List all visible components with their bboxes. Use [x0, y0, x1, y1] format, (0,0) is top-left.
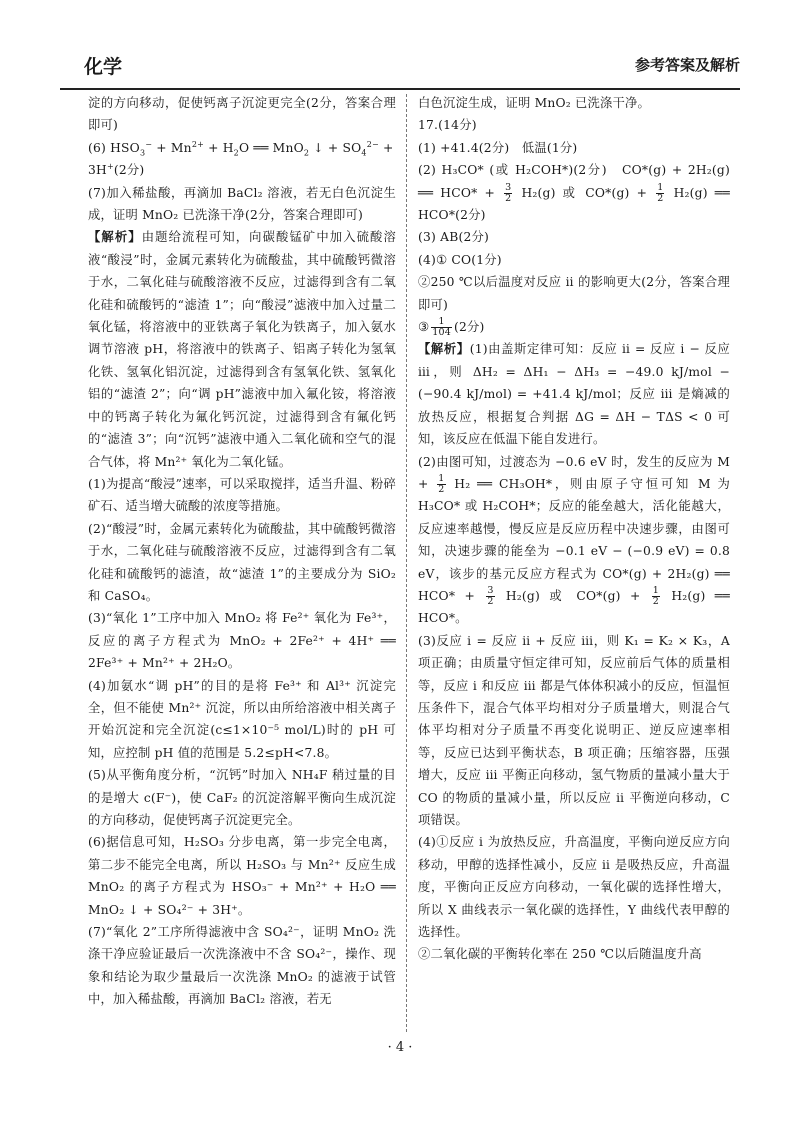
analysis-3: (3)“氧化 1”工序中加入 MnO₂ 将 Fe²⁺ 氧化为 Fe³⁺，反应的离子方程式为 MnO₂ + 2Fe²⁺ + 4H⁺ ══ 2Fe³⁺ + Mn²⁺ + 2H₂O。: [88, 611, 396, 671]
analysis-17-1: 【解析】(1)由盖斯定律可知：反应 ⅱ = 反应 ⅰ − 反应 ⅲ，则 ΔH₂ = ΔH₁ − ΔH₃ = −49.0 kJ/mol − (−90.4 kJ/mol) = +41.4 kJ/mol；反应 ⅲ 是熵减的放热反应，根据复合判据 ΔG = ΔH − TΔS < 0 可知，该反应在低温下能自发进行。: [418, 341, 730, 447]
analysis-6: (6)据信息可知，H₂SO₃ 分步电离，第一步完全电离，第二步不能完全电离，所以 H₂SO₃ 与 Mn²⁺ 反应生成 MnO₂ 的离子方程式为 HSO₃⁻ + Mn²⁺ + H₂O ══ MnO₂ ↓ + SO₄²⁻ + 3H⁺。: [88, 835, 396, 917]
answer-17-4-3: ③ $\frac{1}{104}$ (2分): [418, 316, 485, 339]
analysis-7: (7)“氧化 2”工序所得滤液中含 SO₄²⁻，证明 MnO₂ 洗涤干净应验证最后一次洗涤液中不含 SO₄²⁻，操作、现象和结论为取少量最后一次洗涤 MnO₂ 的滤液于试管中，加入稀盐酸，再滴加 BaCl₂ 溶液，若无: [88, 925, 396, 1007]
fraction-3-2: $\frac{3}{2}$: [505, 181, 512, 204]
fraction-3-2-b: $\frac{3}{2}$: [487, 584, 494, 607]
answer-17-1: (1) +41.4(2分) 低温(1分): [418, 140, 578, 155]
analysis-label: 【解析】: [88, 229, 142, 245]
analysis-4: (4)加氨水“调 pH”的目的是将 Fe³⁺ 和 Al³⁺ 沉淀完全，但不能使 Mn²⁺ 沉淀，所以由所给溶液中相关离子开始沉淀和完全沉淀(c≤1×10⁻⁵ mol/L)时的 pH 可知，应控制 pH 值的范围是 5.2≤pH<7.8。: [88, 678, 396, 760]
answer-17-4-1: (4)① CO(1分): [418, 252, 502, 267]
analysis-5: (5)从平衡角度分析，“沉钙”时加入 NH₄F 稍过量的目的是增大 c(F⁻)，使 CaF₂ 的沉淀溶解平衡向生成沉淀的方向移动，促使钙离子沉淀更完全。: [88, 768, 396, 827]
analysis-17-2: (2)由图可知，过渡态为 −0.6 eV 时，发生的反应为 M + $\frac{1}{2}$ H₂ ══ CH₃OH*，则由原子守恒可知 M 为 H₃CO* 或 H₂COH*；反应的能垒越大，活化能越大，反应速率越慢，慢反应是反应历程中决速步骤，由图可知，决速步骤的能垒为 −0.1 eV − (−0.9 eV) = 0.8 eV，该步的基元反应方程式为 CO*(g) + 2H₂(g) ══ HCO* + $\frac{3}{2}$ H₂(g) 或 CO*(g) + $\frac{1}{2}$ H₂(g) ══ HCO*。: [418, 454, 730, 626]
analysis-2: (2)“酸浸”时，金属元素转化为硫酸盐，其中硫酸钙微溶于水，二氧化硅与硫酸溶液不反应，过滤得到含有二氧化硅和硫酸钙的滤渣，故“滤渣 1”的主要成分为 SiO₂ 和 CaSO₄。: [88, 521, 396, 603]
subject-title: 化学: [84, 56, 123, 78]
fraction-1-2: $\frac{1}{2}$: [657, 181, 664, 204]
analysis-paragraph: 【解析】由题给流程可知，向碳酸锰矿中加入硫酸溶液“酸浸”时，金属元素转化为硫酸盐，其中硫酸钙微溶于水，二氧化硅与硫酸溶液不反应，过滤得到含有二氧化硅和硫酸钙的“滤渣 1”；向“酸浸”滤液中加入过量二氧化锰，将溶液中的亚铁离子氧化为铁离子，加入氨水调节溶液 pH，将溶液中的铁离子、铝离子转化为氢氧化铁、氢氧化铝沉淀，过滤得到含有氢氧化铁、氢氧化铝的“滤渣 2”；向“调 pH”滤液中加入氟化铵，将溶液中的钙离子转化为氟化钙沉淀，过滤得到含有氟化钙的“滤渣 3”；向“沉钙”滤液中通入二氧化硫和空气的混合气体，将 Mn²⁺ 氧化为二氧化锰。: [88, 229, 396, 469]
fraction-1-104: $\frac{1}{104}$: [432, 316, 451, 339]
fraction-1-2-b: $\frac{1}{2}$: [438, 472, 445, 495]
question-17-heading: 17.(14分): [418, 118, 477, 133]
answer-continuation: 淀的方向移动，促使钙离子沉淀更完全(2分，答案合理即可): [88, 96, 396, 133]
analysis-17-5: ②二氧化碳的平衡转化率在 250 ℃以后随温度升高: [418, 947, 702, 962]
answer-7: (7)加入稀盐酸，再滴加 BaCl₂ 溶液，若无白色沉淀生成，证明 MnO₂ 已洗涤干净(2分，答案合理即可): [88, 185, 396, 223]
answer-17-4-2: ②250 ℃以后温度对反应 ⅱ 的影响更大(2分，答案合理即可): [418, 275, 730, 312]
column-divider: [406, 94, 407, 1032]
analysis-1: (1)为提高“酸浸”速率，可以采取搅拌，适当升温、粉碎矿石、适当增大硫酸的浓度等措施。: [88, 476, 396, 514]
analysis-label-17: 【解析】: [418, 341, 470, 357]
answer-6: (6) $HSO_3^- + Mn^{2+} + H_2O$ ══ MnO$_2$ ↓ + $SO_4^{2-}$ + 3H+(2分): [88, 139, 394, 178]
analysis-17-4: (4)①反应 ⅰ 为放热反应，升高温度，平衡向逆反应方向移动，甲醇的选择性减小，反应 ⅱ 是吸热反应，升高温度，平衡向正反应方向移动，一氧化碳的选择性增大，所以 X 曲线表示一氧化碳的选择性，Y 曲线代表甲醇的选择性。: [418, 835, 730, 940]
page-number: · 4 ·: [387, 1040, 413, 1055]
section-title: 参考答案及解析: [634, 56, 740, 74]
analysis-17-3: (3)反应 ⅰ = 反应 ⅱ + 反应 ⅲ，则 K₁ = K₂ × K₃，A 项正确；由质量守恒定律可知，反应前后气体的质量相等，反应 ⅰ 和反应 ⅲ 都是气体体积减小的反应，恒温恒压条件下，混合气体平均相对分子质量增大，则混合气体平均相对分子质量不再变化说明正、逆反应速率相等，反应已达到平衡状态，B 项正确；压缩容器，压强增大，反应 ⅲ 平衡正向移动，氢气物质的量减小量大于 CO 的物质的量减小量，所以反应 ⅱ 平衡逆向移动，C 项错误。: [418, 633, 730, 827]
page-header: [60, 48, 740, 90]
fraction-1-2-c: $\frac{1}{2}$: [652, 584, 660, 607]
answer-17-2: (2) H₃CO* (或 H₂COH*)(2分) CO*(g) + 2H₂(g) ══ HCO* + $\frac{3}{2}$ H₂(g) 或 CO*(g) + $\frac{1}{2}$ H₂(g) ══ HCO*(2分): [418, 163, 730, 223]
answer-17-3: (3) AB(2分): [418, 230, 489, 245]
right-column: [418, 92, 730, 966]
analysis-7-end: 白色沉淀生成，证明 MnO₂ 已洗涤干净。: [418, 96, 650, 110]
left-column: [88, 92, 396, 1011]
